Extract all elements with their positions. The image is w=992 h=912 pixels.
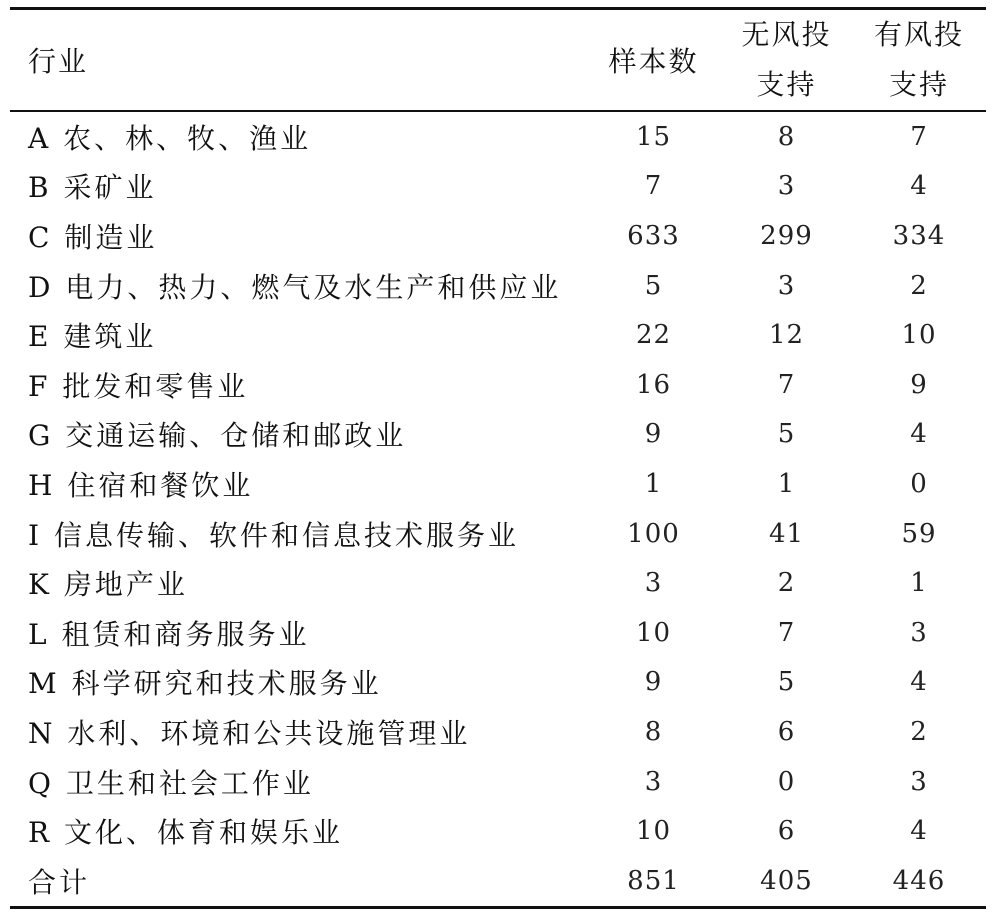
table-row bbox=[10, 310, 986, 360]
sample-count-cell: 16 bbox=[635, 369, 672, 400]
industry-cell: E 建筑业 bbox=[28, 320, 157, 354]
sample-count-cell: 10 bbox=[635, 617, 672, 648]
no-vc-count-cell: 3 bbox=[777, 270, 796, 301]
table-row bbox=[10, 806, 986, 856]
sample-count-cell: 1 bbox=[644, 468, 663, 499]
vc-count-cell: 4 bbox=[910, 171, 928, 202]
header-no-vc-line2: 支持 bbox=[756, 68, 817, 101]
table-row bbox=[10, 410, 986, 460]
header-industry: 行业 bbox=[28, 45, 89, 78]
industry-cell: N 水利、环境和公共设施管理业 bbox=[28, 716, 471, 750]
header-no-vc-line1: 无风投 bbox=[741, 18, 832, 51]
no-vc-count-cell: 5 bbox=[777, 419, 796, 450]
vc-count-cell: 9 bbox=[910, 369, 928, 400]
industry-cell: D 电力、热力、燃气及水生产和供应业 bbox=[28, 270, 562, 304]
header-vc-line2: 支持 bbox=[888, 68, 949, 101]
industry-cell: K 房地产业 bbox=[28, 568, 188, 602]
no-vc-count-cell: 12 bbox=[768, 320, 805, 351]
industry-sample-table bbox=[10, 7, 986, 909]
table-total-row bbox=[10, 856, 986, 907]
vc-count-cell: 3 bbox=[910, 766, 928, 797]
table-row bbox=[10, 360, 986, 410]
sample-count-cell: 5 bbox=[644, 270, 663, 301]
sample-count-cell: 22 bbox=[635, 320, 672, 351]
no-vc-count-cell: 8 bbox=[777, 121, 796, 152]
industry-cell: 合计 bbox=[28, 865, 91, 899]
vc-count-cell: 7 bbox=[910, 121, 928, 152]
industry-cell: H 住宿和餐饮业 bbox=[28, 468, 254, 502]
sample-count-cell: 3 bbox=[644, 766, 663, 797]
no-vc-count-cell: 6 bbox=[777, 816, 796, 847]
vc-count-cell: 10 bbox=[901, 320, 937, 351]
header-sample-count: 样本数 bbox=[608, 45, 699, 78]
no-vc-count-cell: 7 bbox=[777, 617, 796, 648]
table-row bbox=[10, 509, 986, 559]
no-vc-count-cell: 1 bbox=[777, 468, 796, 499]
no-vc-count-cell: 5 bbox=[777, 667, 796, 698]
header-vc-line1: 有风投 bbox=[873, 18, 964, 51]
table-row bbox=[10, 211, 986, 261]
industry-cell: G 交通运输、仓储和邮政业 bbox=[28, 419, 407, 453]
industry-cell: A 农、林、牧、渔业 bbox=[28, 121, 312, 155]
industry-cell: L 租赁和商务服务业 bbox=[28, 617, 310, 651]
no-vc-count-cell: 299 bbox=[760, 220, 813, 251]
industry-cell: R 文化、体育和娱乐业 bbox=[28, 816, 343, 850]
table-row bbox=[10, 757, 986, 807]
no-vc-count-cell: 2 bbox=[777, 568, 796, 599]
table-row bbox=[10, 658, 986, 708]
vc-count-cell: 334 bbox=[892, 220, 946, 251]
sample-count-cell: 3 bbox=[644, 568, 663, 599]
no-vc-count-cell: 7 bbox=[777, 369, 796, 400]
vc-count-cell: 3 bbox=[910, 617, 928, 648]
industry-cell: F 批发和零售业 bbox=[28, 369, 249, 403]
sample-count-cell: 10 bbox=[635, 816, 672, 847]
sample-count-cell: 7 bbox=[644, 171, 663, 202]
no-vc-count-cell: 3 bbox=[777, 171, 796, 202]
table-header-row bbox=[10, 9, 986, 112]
table-row bbox=[10, 162, 986, 212]
sample-count-cell: 8 bbox=[644, 716, 663, 747]
table-row bbox=[10, 608, 986, 658]
table-row bbox=[10, 558, 986, 608]
sample-count-cell: 633 bbox=[627, 220, 680, 251]
vc-count-cell: 4 bbox=[910, 419, 928, 450]
industry-cell: Q 卫生和社会工作业 bbox=[28, 766, 314, 800]
vc-count-cell: 59 bbox=[901, 518, 937, 549]
header-no-vc-support bbox=[721, 9, 852, 112]
vc-count-cell: 2 bbox=[910, 716, 928, 747]
table-row bbox=[10, 459, 986, 509]
vc-count-cell: 446 bbox=[892, 865, 946, 896]
vc-count-cell: 4 bbox=[910, 667, 928, 698]
header-vc-support bbox=[852, 9, 986, 112]
no-vc-count-cell: 41 bbox=[768, 518, 805, 549]
table-body bbox=[10, 111, 986, 907]
industry-cell: B 采矿业 bbox=[28, 171, 157, 205]
vc-count-cell: 4 bbox=[910, 816, 928, 847]
vc-count-cell: 1 bbox=[910, 568, 928, 599]
industry-cell: I 信息传输、软件和信息技术服务业 bbox=[28, 518, 519, 552]
no-vc-count-cell: 405 bbox=[760, 865, 813, 896]
sample-count-cell: 851 bbox=[627, 865, 680, 896]
industry-cell: M 科学研究和技术服务业 bbox=[28, 667, 382, 701]
vc-count-cell: 0 bbox=[910, 468, 928, 499]
table-row bbox=[10, 707, 986, 757]
table-row bbox=[10, 111, 986, 162]
table-row bbox=[10, 261, 986, 311]
sample-count-cell: 9 bbox=[644, 667, 663, 698]
sample-count-cell: 100 bbox=[627, 518, 680, 549]
no-vc-count-cell: 0 bbox=[777, 766, 796, 797]
vc-count-cell: 2 bbox=[910, 270, 928, 301]
no-vc-count-cell: 6 bbox=[777, 716, 796, 747]
sample-count-cell: 9 bbox=[644, 419, 663, 450]
industry-cell: C 制造业 bbox=[28, 220, 158, 254]
sample-count-cell: 15 bbox=[635, 121, 672, 152]
